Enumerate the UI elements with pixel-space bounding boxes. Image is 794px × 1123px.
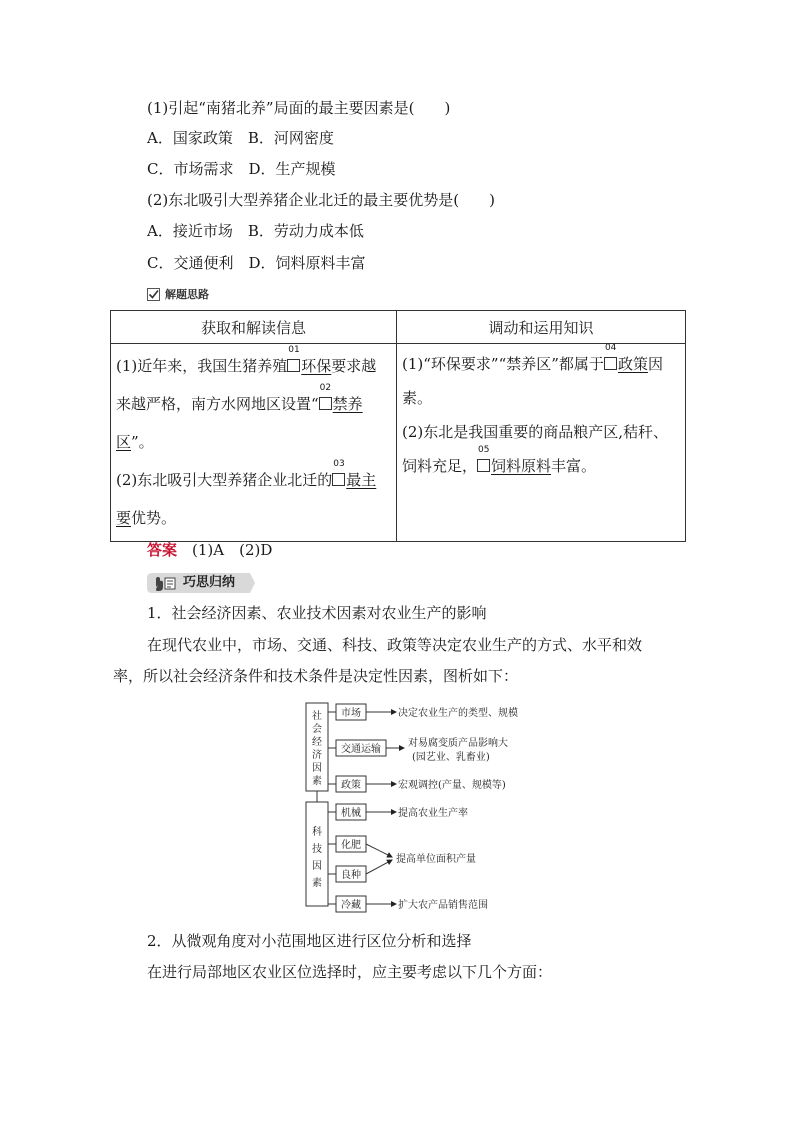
solution-tag-label: 解题思路 [165,288,209,301]
svg-text:扩大农产品销售范围: 扩大农产品销售范围 [398,900,488,911]
svg-text:经: 经 [312,737,322,748]
svg-text:(园艺业、乳畜业): (园艺业、乳畜业) [412,752,490,763]
svg-text:因: 因 [312,861,322,872]
svg-text:素: 素 [312,878,322,889]
svg-text:济: 济 [312,750,322,761]
svg-text:提高农业生产率: 提高农业生产率 [398,808,468,819]
svg-text:政策: 政策 [341,780,361,791]
factor-diagram [300,698,540,918]
table-header-left: 获取和解读信息 [111,311,397,344]
svg-text:因: 因 [312,763,322,774]
svg-text:决定农业生产的类型、规模: 决定农业生产的类型、规模 [398,708,518,719]
question-2: (2)东北吸引大型养猪企业北迁的最主要优势是( ) [147,191,495,209]
checkbox-icon [147,288,160,301]
svg-text:宏观调控(产量、规模等): 宏观调控(产量、规模等) [398,780,506,791]
summary-banner-label: 巧思归纳 [183,575,236,590]
blank-marker-04: 04 [604,357,617,370]
svg-text:化肥: 化肥 [341,840,361,851]
svg-text:科: 科 [312,827,322,838]
question-2-options-cd: C．交通便利 D．饲料原料丰富 [147,254,366,272]
svg-text:市场: 市场 [341,708,361,719]
hand-icon [156,577,175,591]
svg-text:交通运输: 交通运输 [341,744,381,755]
svg-text:提高单位面积产量: 提高单位面积产量 [396,854,476,865]
answer-line [147,540,272,560]
question-1: (1)引起“南猪北养”局面的最主要因素是( ) [147,99,451,117]
analysis-table [110,310,686,542]
blank-marker-05: 05 [477,459,490,472]
blank-marker-01: 01 [287,359,300,372]
section-2-line-1: 在进行局部地区农业区位选择时，应主要考虑以下几个方面： [147,963,553,981]
svg-text:社: 社 [312,711,322,722]
answer-label: 答案 [147,541,178,559]
svg-text:良种: 良种 [341,870,361,881]
blank-marker-02: 02 [319,397,332,410]
section-1-line-1: 在现代农业中，市场、交通、科技、政策等决定农业生产的方式、水平和效 [147,636,643,654]
svg-text:对易腐变质产品影响大: 对易腐变质产品影响大 [408,738,508,749]
svg-text:机械: 机械 [341,808,361,819]
svg-text:会: 会 [312,724,322,735]
section-2-heading: 2．从微观角度对小范围地区进行区位分析和选择 [147,932,472,950]
question-1-options-ab: A．国家政策 B．河网密度 [147,129,334,147]
svg-text:素: 素 [312,776,322,787]
question-1-options-cd: C．市场需求 D．生产规模 [147,160,336,178]
question-2-options-ab: A．接近市场 B．劳动力成本低 [147,222,364,240]
table-cell-left: (1)近年来，我国生猪养殖 01 环保要求越来越严格，南方水网地区设置“ 02 禁养区”。 (2)东北吸引大型养猪企业北迁的 03 最主要优势。 [111,344,397,542]
table-cell-right: (1)“环保要求”“禁养区”都属于 04 政策因素。 (2)东北是我国重要的商品粮产区,秸秆、饲料充足， 05 饲料原料丰富。 [397,344,686,542]
solution-tag [147,285,209,303]
svg-text:冷藏: 冷藏 [341,900,361,911]
svg-text:技: 技 [312,844,322,855]
table-header-right: 调动和运用知识 [397,311,686,344]
blank-marker-03: 03 [332,473,345,486]
answer-text: (1)A (2)D [177,541,273,559]
section-1-line-2: 率，所以社会经济条件和技术条件是决定性因素，图析如下： [113,667,519,685]
section-1-heading: 1．社会经济因素、农业技术因素对农业生产的影响 [147,604,487,622]
